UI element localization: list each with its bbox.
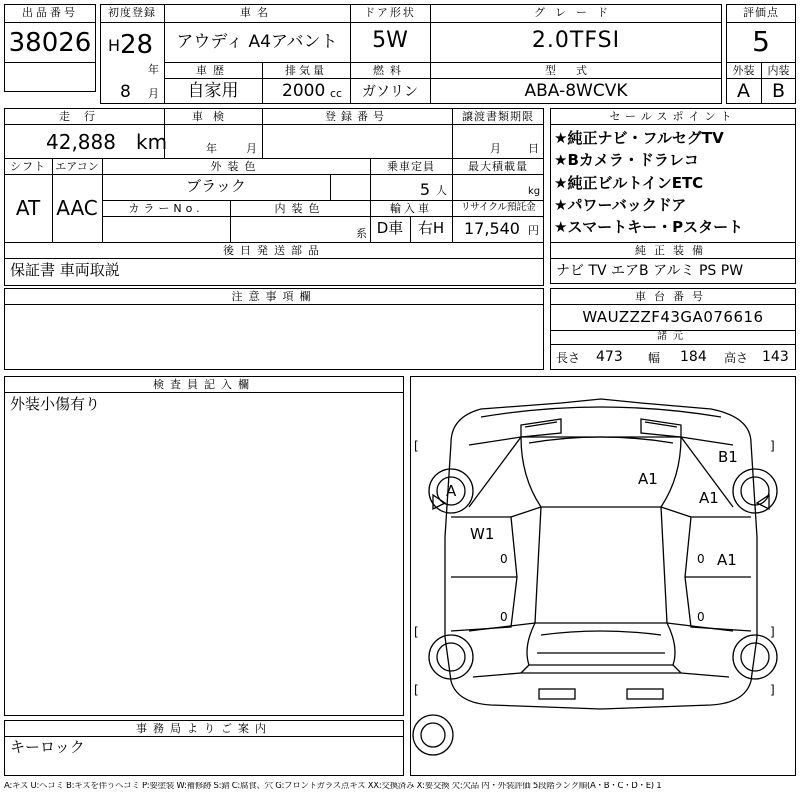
- mark-right-fender: B1: [718, 448, 738, 466]
- bracket-mark: [: [414, 683, 419, 697]
- exterior-grade: A: [737, 80, 750, 102]
- transfer-month-unit: 月: [490, 142, 501, 155]
- int-color-unit: 系: [356, 227, 367, 240]
- recycle-unit: 円: [528, 224, 539, 237]
- office-label: 事務局よりご案内: [136, 722, 272, 735]
- sales-label: セールスポイント: [609, 110, 737, 123]
- grade: 2.0TFSI: [531, 28, 621, 53]
- mark-roof-right: A1: [638, 470, 658, 488]
- first-reg-year: 28: [120, 30, 154, 60]
- int-color-label: 内装色: [274, 202, 326, 215]
- equipment: ナビ TV エアB アルミ PS PW: [556, 263, 744, 279]
- first-reg-label: 初度登録: [108, 6, 156, 19]
- history-label: 車歴: [196, 64, 230, 77]
- zero-mark: 0: [500, 552, 508, 566]
- later-parts: 保証書 車両取説: [10, 261, 120, 279]
- mileage-unit: km: [136, 130, 168, 154]
- inspector-comment: 外装小傷有り: [10, 395, 101, 413]
- fuel: ガソリン: [362, 84, 418, 100]
- height-label: 高さ: [724, 351, 749, 365]
- office-note: キーロック: [10, 738, 85, 756]
- shift-label: シフト: [10, 160, 46, 173]
- inspector-label: 検査員記入欄: [153, 378, 255, 391]
- dims-label: 諸元: [657, 331, 689, 342]
- model: ABA-8WCVK: [524, 81, 628, 101]
- inspector-box: [4, 376, 404, 716]
- bracket-mark: ]: [770, 439, 775, 453]
- bracket-mark: [: [414, 439, 419, 453]
- length: 473: [596, 349, 623, 365]
- color-no-label: カラーNo.: [128, 202, 204, 215]
- displacement-unit: cc: [330, 87, 343, 100]
- lot-number: 38026: [8, 28, 92, 58]
- import-label: 輸入車: [390, 202, 432, 215]
- color-label: 外装色: [210, 160, 262, 173]
- load-label: 最大積載量: [468, 160, 528, 173]
- import-dealer: D車: [376, 219, 404, 237]
- later-label: 後日発送部品: [223, 244, 325, 257]
- year-unit: 年: [148, 63, 159, 76]
- mark-front-left-wheel: A: [446, 482, 457, 500]
- sales-item: ★純正ビルトインETC: [554, 174, 704, 192]
- fuel-label: 燃料: [373, 64, 407, 77]
- inspection-month-unit: 月: [246, 142, 257, 155]
- displacement-label: 排気量: [285, 64, 327, 77]
- width-label: 幅: [648, 351, 661, 365]
- car-name: アウディ A4アバント: [176, 32, 338, 52]
- grade-label: グレード: [534, 6, 618, 19]
- inspection-label: 車検: [192, 110, 234, 123]
- capacity: 5: [419, 180, 430, 199]
- reg-label: 登録番号: [325, 110, 389, 123]
- chassis-number: WAUZZZF43GA076616: [582, 308, 764, 326]
- month-unit: 月: [148, 87, 159, 100]
- sales-item: ★純正ナビ・フルセグTV: [554, 129, 724, 147]
- transfer-day-unit: 日: [528, 142, 539, 155]
- ac-label: エアコン: [55, 160, 99, 173]
- legend: A:キズ U:ヘコミ B:キズを伴うヘコミ P:要塗装 W:補修跡 S:錆 C:腐食、穴 G:フロントガラス点キズ XX:交換済み X:要交換 欠:欠品 内・外装評価 5段階ランク順(A・B・C・D・E) 1: [4, 782, 662, 791]
- capacity-label: 乗車定員: [387, 160, 435, 173]
- mileage-label: 走行: [59, 110, 109, 123]
- bracket-mark: ]: [770, 625, 775, 639]
- length-label: 長さ: [556, 351, 581, 365]
- door-label: ドア形状: [364, 6, 416, 19]
- mark-front-left-door: W1: [470, 525, 495, 543]
- interior-label: 内装: [767, 64, 790, 77]
- score: 5: [752, 25, 770, 58]
- era: H: [108, 36, 121, 55]
- recycle-fee: 17,540: [464, 219, 520, 238]
- bracket-mark: [: [414, 625, 419, 639]
- mark-right-front-panel: A1: [699, 489, 719, 507]
- mileage: 42,888: [46, 130, 116, 154]
- model-label: 型式: [545, 64, 607, 77]
- color: ブラック: [186, 177, 246, 195]
- mark-right-rear-door: A1: [717, 551, 737, 569]
- displacement: 2000: [282, 81, 326, 101]
- bracket-mark: ]: [770, 683, 775, 697]
- chassis-label: 車台番号: [635, 290, 711, 303]
- capacity-unit: 人: [436, 184, 447, 197]
- width: 184: [680, 349, 707, 365]
- transfer-label: 譲渡書類期限: [462, 110, 534, 123]
- zero-mark: 0: [500, 610, 508, 624]
- height: 143: [762, 349, 789, 365]
- zero-mark: 0: [697, 552, 705, 566]
- exterior-label: 外装: [732, 64, 755, 77]
- sales-item: ★パワーバックドア: [554, 196, 687, 214]
- zero-mark: 0: [697, 610, 705, 624]
- interior-grade: B: [771, 80, 786, 102]
- inspection-year-unit: 年: [206, 142, 217, 155]
- handle-side: 右H: [417, 219, 445, 237]
- ac-type: AAC: [56, 196, 98, 220]
- sales-item: ★Bカメラ・ドラレコ: [554, 151, 699, 169]
- sales-item: ★スマートキー・Pスタート: [554, 218, 744, 236]
- lot-label: 出品番号: [22, 6, 78, 19]
- car-diagram: [411, 377, 795, 775]
- first-reg-month: 8: [120, 82, 131, 102]
- recycle-label: リサイクル預託金: [460, 202, 536, 213]
- score-label: 評価点: [743, 6, 779, 19]
- shift: AT: [15, 196, 41, 220]
- door-type: 5W: [372, 28, 408, 53]
- notes-label: 注意事項欄: [231, 290, 317, 303]
- history: 自家用: [187, 81, 239, 101]
- car-name-label: 車名: [240, 6, 274, 19]
- load-unit: kg: [528, 186, 541, 197]
- equipment-label: 純正装備: [635, 244, 711, 257]
